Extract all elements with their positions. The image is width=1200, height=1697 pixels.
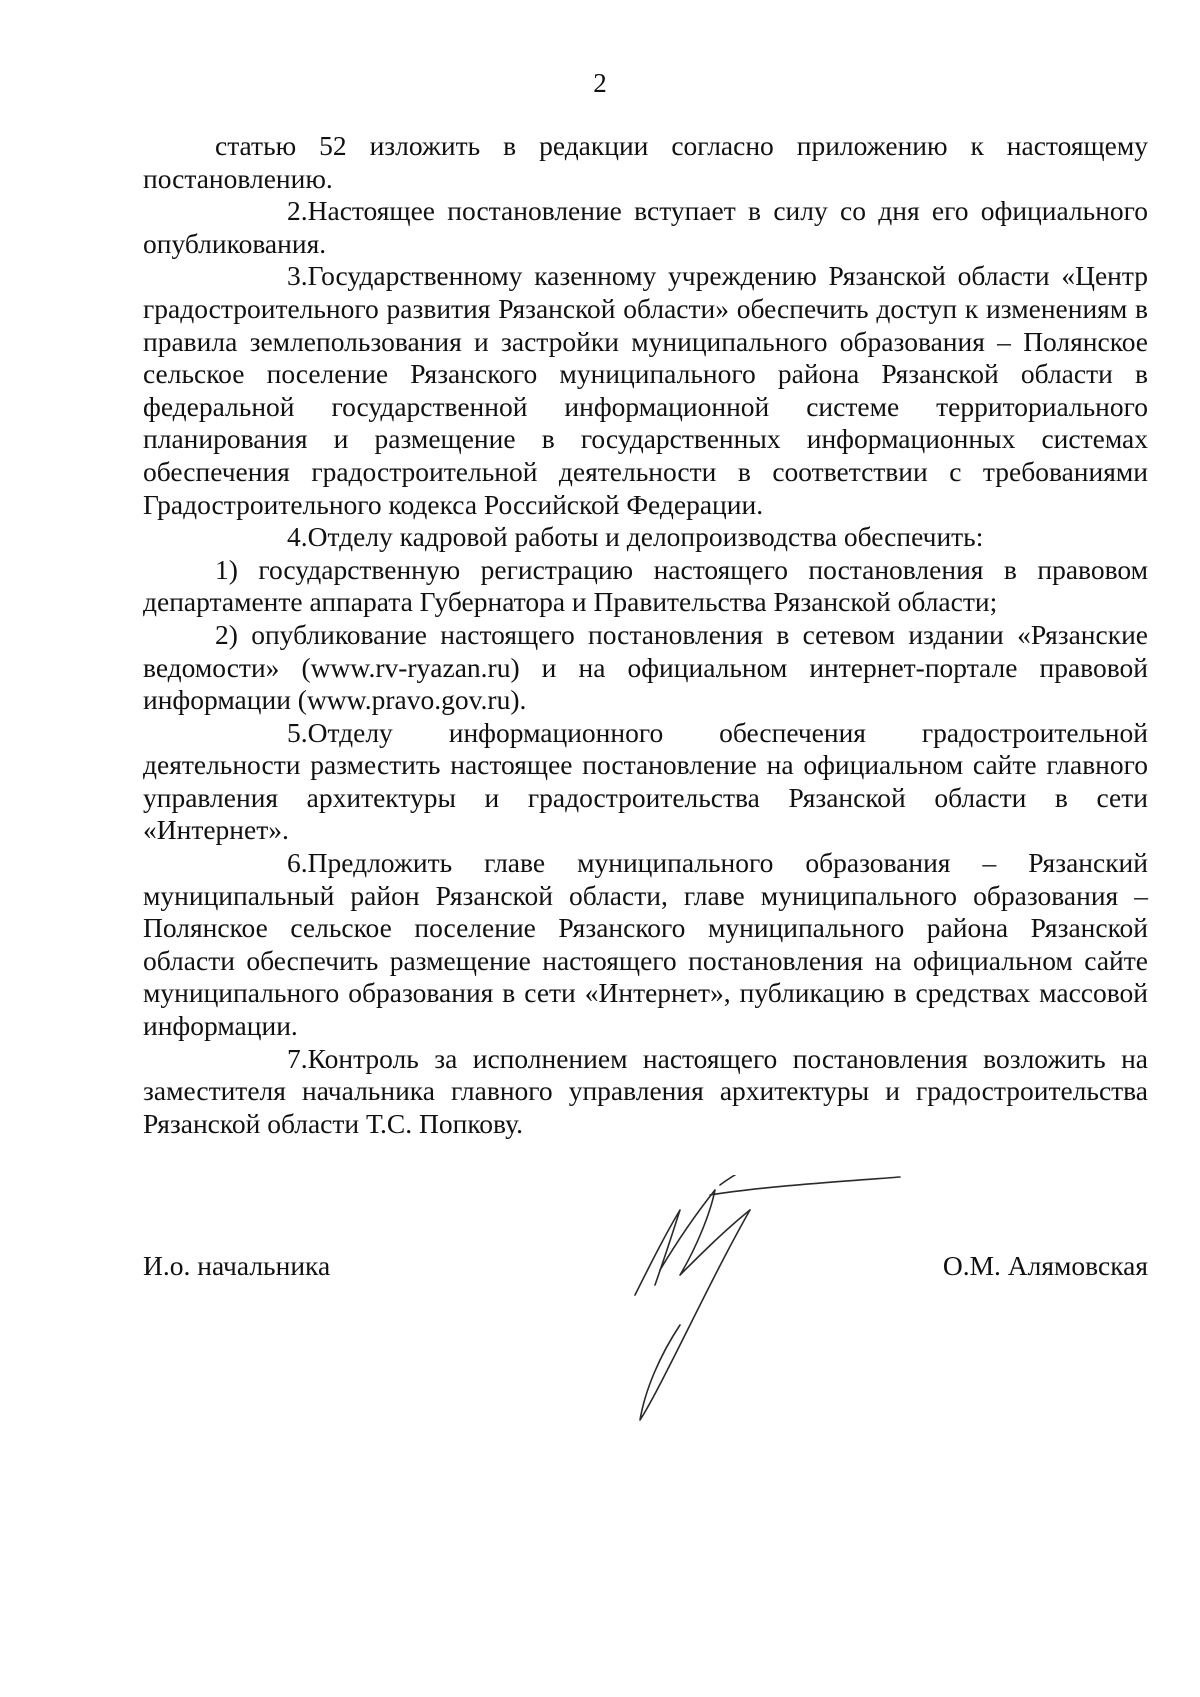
document-body — [143, 130, 1148, 1140]
paragraph-number: 5. — [287, 716, 308, 748]
paragraph-number: 6. — [287, 847, 308, 879]
paragraph-4 — [143, 521, 1148, 554]
paragraph-number: 7. — [287, 1042, 308, 1074]
paragraph-text: статью 52 изложить в редакции согласно приложению к настоящему постановлению. — [143, 130, 1148, 194]
page-number: 2 — [593, 68, 607, 98]
signature-stroke — [710, 1177, 900, 1195]
signature-stroke — [720, 1175, 738, 1185]
paragraph-text: Отделу информационного обеспечения градостроительной деятельности разместить настоящее постановление на официальном сайте главного управления архитектуры и градостроительства Рязанской области в сети «Интернет». — [143, 716, 1148, 846]
paragraph-text: 2) опубликование настоящего постановления в сетевом издании «Рязанские ведомости» (www.rv-ryazan.ru) и на официальном интернет-портале правовой информации (www.pravo.gov.ru). — [143, 618, 1148, 716]
paragraph-number: 2. — [287, 195, 308, 227]
paragraph-text: Контроль за исполнением настоящего постановления возложить на заместителя начальника главного управления архитектуры и градостроительства Рязанской области Т.С. Попкову. — [143, 1042, 1148, 1139]
paragraph-continuation — [143, 130, 1148, 195]
signature-stroke — [635, 1210, 680, 1295]
paragraph-number: 3. — [287, 260, 308, 292]
paragraph-3 — [143, 260, 1148, 521]
paragraph-text: Отделу кадровой работы и делопроизводства обеспечить: — [307, 521, 984, 553]
handwritten-signature — [600, 1175, 940, 1425]
paragraph-2 — [143, 195, 1148, 260]
paragraph-number: 4. — [287, 521, 308, 553]
paragraph-6 — [143, 847, 1148, 1043]
paragraph-4-2 — [143, 619, 1148, 717]
paragraph-text: Государственному казенному учреждению Рязанской области «Центр градостроительного развития Рязанской области» обеспечить доступ к изменениям в правила землепользования и застройки муниципального образования – Полянское сельское поселение Рязанского муниципального района Рязанской области в федеральной государственной информационной системе территориального планирования и размещение в государственных информационных системах обеспечения градостроительной деятельности в соответствии с требованиями Градостроительного кодекса Российской Федерации. — [143, 260, 1148, 520]
signatory-role: И.о. начальника — [143, 1250, 331, 1281]
paragraph-text: Предложить главе муниципального образования – Рязанский муниципальный район Рязанской области, главе муниципального образования – Полянское сельское поселение Рязанского муниципального района Рязанской области обеспечить размещение настоящего постановления на официальном сайте муниципального образования в сети «Интернет», публикацию в средствах массовой информации. — [143, 847, 1148, 1042]
paragraph-text: 1) государственную регистрацию настоящего постановления в правовом департаменте аппарата Губернатора и Правительства Рязанской области; — [143, 553, 1148, 618]
paragraph-4-1 — [143, 554, 1148, 619]
paragraph-text: Настоящее постановление вступает в силу со дня его официального опубликования. — [143, 195, 1148, 259]
signatory-name: О.М. Алямовская — [942, 1250, 1148, 1281]
signature-stroke — [640, 1210, 750, 1420]
paragraph-5 — [143, 717, 1148, 847]
paragraph-7 — [143, 1043, 1148, 1141]
